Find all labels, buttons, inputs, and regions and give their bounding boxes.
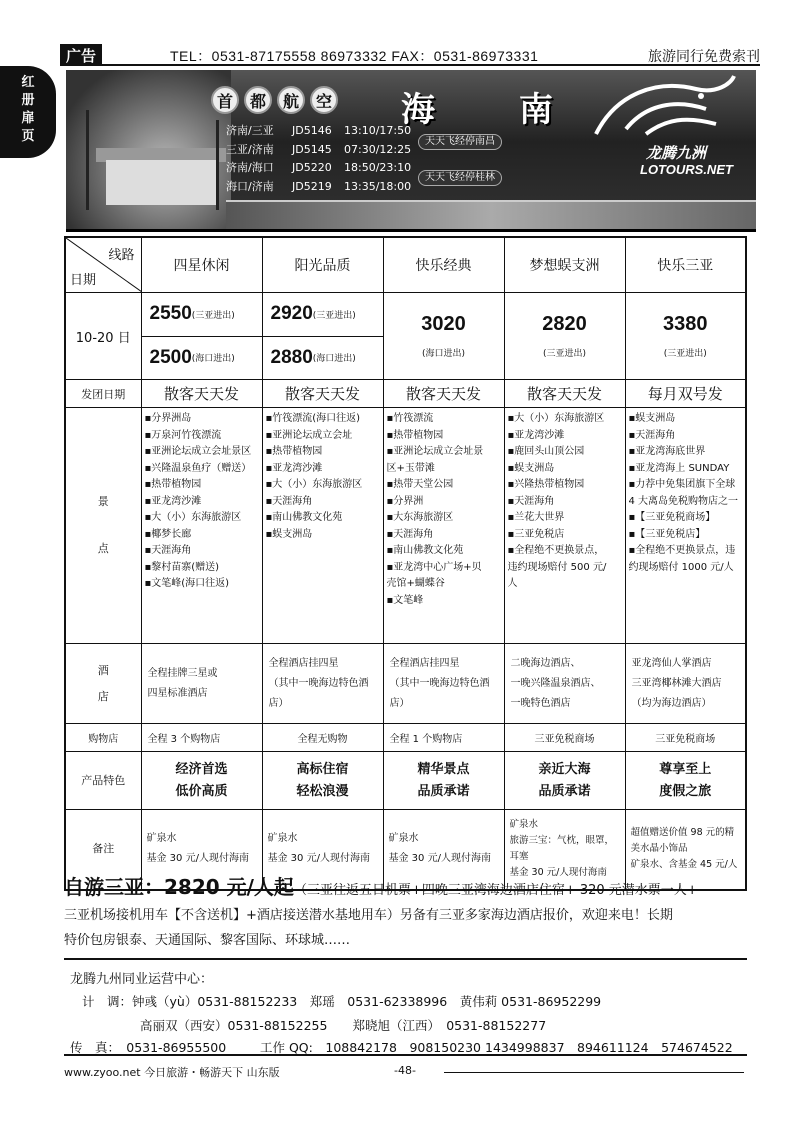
spots-row bbox=[65, 408, 746, 644]
spot-item: ▪亚龙湾海上 SUNDAY bbox=[628, 462, 730, 474]
price-cell: 2820 (三亚进出) bbox=[542, 313, 587, 359]
spot-item: ▪南山佛教文化苑 bbox=[386, 545, 464, 556]
spot-item: ▪兴隆热带植物园 bbox=[507, 479, 585, 490]
feature-cell: 高标住宿 轻松浪漫 bbox=[262, 752, 383, 810]
shop-label: 购物店 bbox=[65, 724, 141, 752]
spots-cell bbox=[625, 408, 746, 644]
feature-cell: 亲近大海 品质承诺 bbox=[504, 752, 625, 810]
flight-note: 天天飞经停南昌 bbox=[418, 134, 502, 150]
page-number: -48- bbox=[394, 1064, 416, 1077]
hotel-cell bbox=[383, 644, 504, 724]
contact-qq: 工作 QQ: 108842178 908150230 1434998837 894611124 574674522 bbox=[260, 1040, 733, 1055]
flight-row: 海口/济南 JD5219 13:35/18:00 bbox=[226, 179, 412, 193]
self-tour-section bbox=[64, 875, 747, 953]
hotel-label: 酒 店 bbox=[65, 644, 141, 724]
feature-label: 产品特色 bbox=[65, 752, 141, 810]
hotel-cell bbox=[625, 644, 746, 724]
hotel-line: 三亚湾椰林滩大酒店 bbox=[631, 677, 722, 689]
contact-section bbox=[64, 958, 747, 1056]
spot-item: 人 bbox=[507, 578, 518, 589]
hotel-line: 一晚特色酒店 bbox=[510, 697, 571, 709]
shop-cell: 三亚免税商场 bbox=[625, 724, 746, 752]
footer bbox=[64, 1064, 747, 1080]
remark-line: 矿泉水 bbox=[146, 833, 177, 845]
spot-item: ▪亚龙湾沙滩 bbox=[144, 495, 202, 507]
remark-line: 美水晶小饰品 bbox=[630, 843, 688, 855]
spot-item: ▪大（小）东海旅游区 bbox=[507, 413, 605, 424]
contact-row: 高丽双（西安）0531-88152255 郑晓旭（江西） 0531-88152277 bbox=[140, 1018, 547, 1033]
self-tour-price: 自游三亚：2820 元/人起 bbox=[64, 875, 294, 899]
side-tab-char: 页 bbox=[21, 129, 35, 144]
flight-row: 济南/三亚 JD5146 13:10/17:50 bbox=[226, 124, 412, 137]
spot-item: ▪天涯海角 bbox=[628, 429, 676, 441]
spot-item: ▪热带植物园 bbox=[265, 446, 323, 457]
spot-item: ▪文笔峰(海口往返) bbox=[144, 578, 230, 589]
contact-title: 龙腾九州同业运营中心： bbox=[70, 972, 214, 987]
spot-item: ▪全程绝不更换景点， bbox=[507, 545, 605, 556]
side-tab-char: 册 bbox=[21, 93, 35, 108]
shop-cell: 全程 3 个购物店 bbox=[141, 724, 262, 752]
spot-item: ▪大（小）东海旅游区 bbox=[265, 479, 363, 490]
depart-row bbox=[65, 380, 746, 408]
remark-line: 矿泉水 bbox=[509, 819, 539, 831]
remark-line: 基金 30 元/人现付海南 bbox=[388, 853, 491, 865]
spot-item: ▪兴隆温泉鱼疗（赠送） bbox=[144, 462, 252, 474]
spot-item: ▪亚龙湾中心广场+贝 bbox=[386, 561, 482, 573]
spot-item: ▪亚洲论坛成立会址景区 bbox=[144, 446, 252, 457]
column-header: 快乐三亚 bbox=[625, 237, 746, 293]
spot-item: ▪分界洲岛 bbox=[144, 413, 192, 424]
spot-item: ▪南山佛教文化苑 bbox=[265, 512, 343, 523]
remark-label: 备注 bbox=[65, 810, 141, 890]
hotel-line: （其中一晚海边特色酒 bbox=[268, 677, 369, 689]
airline-char: 空 bbox=[310, 86, 338, 114]
tour-table bbox=[64, 236, 747, 891]
feature-row bbox=[65, 752, 746, 810]
spots-cell bbox=[262, 408, 383, 644]
spot-item: ▪椰梦长廊 bbox=[144, 528, 192, 540]
ad-tag: 广告 bbox=[60, 44, 102, 64]
spot-item: ▪文笔峰 bbox=[386, 594, 424, 606]
remark-line: 矿泉水 bbox=[267, 833, 298, 845]
remark-line: 耳塞 bbox=[509, 851, 529, 863]
spot-item: ▪蜈支洲岛 bbox=[628, 413, 676, 424]
spots-label: 景 点 bbox=[65, 408, 141, 644]
hotel-row bbox=[65, 644, 746, 724]
remark-line: 基金 30 元/人现付海南 bbox=[146, 853, 249, 865]
spot-item: ▪竹筏漂流 bbox=[386, 413, 434, 424]
hotel-line: 全程酒店挂四星 bbox=[389, 657, 460, 669]
shop-cell: 全程无购物 bbox=[262, 724, 383, 752]
price-row bbox=[65, 293, 746, 380]
price-cell: 2500 (海口进出) bbox=[142, 336, 262, 380]
side-tab bbox=[0, 66, 56, 158]
spot-item: ▪万泉河竹筏漂流 bbox=[144, 429, 222, 441]
contact-row: 计 调：钟彧（yù）0531-88152233 郑瑶 0531-62338996 黄伟莉 0531-86952299 bbox=[82, 994, 602, 1009]
dragon-logo-icon bbox=[586, 74, 736, 144]
hotel-line: （均为海边酒店） bbox=[631, 697, 712, 709]
spot-item: ▪蜈支洲岛 bbox=[265, 528, 313, 540]
feature-cell: 尊享至上 度假之旅 bbox=[625, 752, 746, 810]
resort-photo bbox=[66, 70, 231, 232]
hotel-cell bbox=[504, 644, 625, 724]
table-header-row bbox=[65, 237, 746, 293]
spot-item: ▪分界洲 bbox=[386, 495, 424, 507]
remark-line: 超值赠送价值 98 元的精 bbox=[630, 827, 735, 839]
remark-line: 矿泉水、含基金 45 元/人 bbox=[630, 859, 738, 871]
free-slogan: 旅游同行免费索刊 bbox=[648, 49, 760, 65]
price-cell: 3020 (海口进出) bbox=[421, 313, 466, 359]
spot-item: ▪大（小）东海旅游区 bbox=[144, 512, 242, 523]
hotel-cell bbox=[262, 644, 383, 724]
spot-item: ▪热带植物园 bbox=[386, 429, 444, 441]
side-tab-char: 扉 bbox=[21, 111, 35, 126]
spot-item: ▪天涯海角 bbox=[386, 528, 434, 540]
remark-line: 基金 30 元/人现付海南 bbox=[267, 853, 370, 865]
date-cell: 10-20 日 bbox=[65, 293, 141, 380]
airline-char: 都 bbox=[244, 86, 272, 114]
spot-item: ▪亚洲论坛成立会址 bbox=[265, 429, 353, 441]
column-header: 快乐经典 bbox=[383, 237, 504, 293]
self-tour-line: 自游三亚：2820 元/人起（三亚往返五日机票+四晚三亚湾海边酒店住宿+ 320 元潜水票一人+ bbox=[64, 875, 698, 899]
depart-cell: 散客天天发 bbox=[262, 380, 383, 408]
spot-item: ▪大东海旅游区 bbox=[386, 512, 454, 523]
spot-item: ▪三亚免税店 bbox=[507, 528, 565, 540]
hotel-line: 一晚兴隆温泉酒店、 bbox=[510, 677, 601, 689]
hotel-line: 全程酒店挂四星 bbox=[268, 657, 339, 669]
shop-cell: 三亚免税商场 bbox=[504, 724, 625, 752]
feature-cell: 精华景点 品质承诺 bbox=[383, 752, 504, 810]
footer-site: www.zyoo.net 今日旅游・畅游天下 山东版 bbox=[64, 1066, 280, 1079]
hainan-banner bbox=[66, 70, 756, 232]
column-header: 四星休闲 bbox=[141, 237, 262, 293]
spot-item: ▪力荐中免集团旗下全球 bbox=[628, 479, 736, 490]
price-cell: 2880 (海口进出) bbox=[263, 336, 383, 380]
spot-item: ▪亚龙湾沙滩 bbox=[265, 462, 323, 474]
flight-row: 济南/海口 JD5220 18:50/23:10 bbox=[226, 161, 412, 174]
column-header: 梦想蜈支洲 bbox=[504, 237, 625, 293]
corner-date-label: 日期 bbox=[70, 273, 97, 288]
spot-item: ▪鹿回头山顶公园 bbox=[507, 446, 585, 457]
depart-label: 发团日期 bbox=[65, 380, 141, 408]
self-tour-line: 三亚机场接机用车【不含送机】+酒店接送潜水基地用车）另备有三亚多家海边酒店报价，欢迎来电！长期 bbox=[64, 908, 673, 923]
spot-item: ▪【三亚免税商场】 bbox=[628, 512, 716, 523]
spot-item: ▪天涯海角 bbox=[265, 495, 313, 507]
table-corner bbox=[65, 237, 141, 293]
remark-line: 矿泉水 bbox=[388, 833, 419, 845]
side-tab-char: 红 bbox=[21, 75, 35, 90]
spot-item: 区+玉带滩 bbox=[386, 462, 435, 474]
price-cell: 2920 (三亚进出) bbox=[270, 303, 356, 325]
feature-cell: 经济首选 低价高质 bbox=[141, 752, 262, 810]
flight-row: 三亚/济南 JD5145 07:30/12:25 bbox=[226, 142, 412, 156]
hotel-line: 亚龙湾仙人掌酒店 bbox=[631, 657, 712, 669]
spots-cell bbox=[504, 408, 625, 644]
column-header: 阳光品质 bbox=[262, 237, 383, 293]
logo-chinese: 龙腾九洲 bbox=[646, 144, 707, 162]
depart-cell: 每月双号发 bbox=[625, 380, 746, 408]
spot-item: ▪黎村苗寨(赠送) bbox=[144, 561, 220, 573]
depart-cell: 散客天天发 bbox=[504, 380, 625, 408]
spot-item: ▪蜈支洲岛 bbox=[507, 462, 555, 474]
hotel-cell bbox=[141, 644, 262, 724]
spot-item: ▪【三亚免税店】 bbox=[628, 528, 706, 540]
corner-route-label: 线路 bbox=[108, 248, 135, 263]
shop-row bbox=[65, 724, 746, 752]
hotel-line: 四星标准酒店 bbox=[147, 687, 208, 699]
spot-item: ▪全程绝不更换景点，违 bbox=[628, 545, 736, 556]
flight-schedule bbox=[226, 122, 414, 196]
remark-line: 旅游三宝：气枕，眼罩， bbox=[509, 835, 615, 847]
flight-note: 天天飞经停桂林 bbox=[418, 170, 502, 186]
hotel-line: （其中一晚海边特色酒 bbox=[389, 677, 490, 689]
spots-cell bbox=[141, 408, 262, 644]
spots-cell bbox=[383, 408, 504, 644]
self-tour-line: 特价包房银泰、天通国际、黎客国际、环球城…… bbox=[64, 933, 351, 948]
price-cell: 3380 (三亚进出) bbox=[663, 313, 708, 359]
top-bar bbox=[60, 44, 760, 66]
shop-cell: 全程 1 个购物店 bbox=[383, 724, 504, 752]
airline-name bbox=[211, 86, 343, 114]
spot-item: ▪热带植物园 bbox=[144, 479, 202, 490]
depart-cell: 散客天天发 bbox=[141, 380, 262, 408]
logo-english: LOTOURS.NET bbox=[640, 162, 733, 177]
remark-line: 基金 30 元/人现付海南 bbox=[509, 867, 607, 879]
spot-item: 约现场赔付 1000 元/人 bbox=[628, 561, 734, 573]
price-cell: 2550 (三亚进出) bbox=[149, 303, 235, 325]
spot-item: 4 大离岛免税购物店之一 bbox=[628, 495, 739, 507]
spot-item: ▪亚龙湾海底世界 bbox=[628, 446, 706, 457]
spot-item: ▪热带天堂公园 bbox=[386, 479, 454, 490]
hotel-line: 店） bbox=[268, 697, 289, 709]
hotel-line: 全程挂牌三星或 bbox=[147, 667, 218, 679]
spot-item: ▪亚龙湾沙滩 bbox=[507, 429, 565, 441]
spot-item: ▪天涯海角 bbox=[144, 545, 192, 556]
airline-char: 首 bbox=[211, 86, 239, 114]
spot-item: ▪兰花大世界 bbox=[507, 512, 565, 523]
spot-item: ▪天涯海角 bbox=[507, 495, 555, 507]
spot-item: 违约现场赔付 500 元/ bbox=[507, 561, 607, 573]
depart-cell: 散客天天发 bbox=[383, 380, 504, 408]
banner-wave bbox=[226, 200, 756, 232]
hotel-line: 二晚海边酒店、 bbox=[510, 657, 581, 669]
spot-item: ▪亚洲论坛成立会址景 bbox=[386, 446, 484, 457]
hotel-line: 店） bbox=[389, 697, 410, 709]
banner-title: 海 南 bbox=[401, 90, 589, 130]
airline-char: 航 bbox=[277, 86, 305, 114]
spot-item: 壳馆+蝴蝶谷 bbox=[386, 578, 445, 589]
contact-fax: 传 真： 0531-86955500 bbox=[70, 1040, 227, 1055]
tel-fax: TEL：0531-87175558 86973332 FAX：0531-86973331 bbox=[170, 48, 539, 64]
spot-item: ▪竹筏漂流(海口往返) bbox=[265, 413, 361, 424]
